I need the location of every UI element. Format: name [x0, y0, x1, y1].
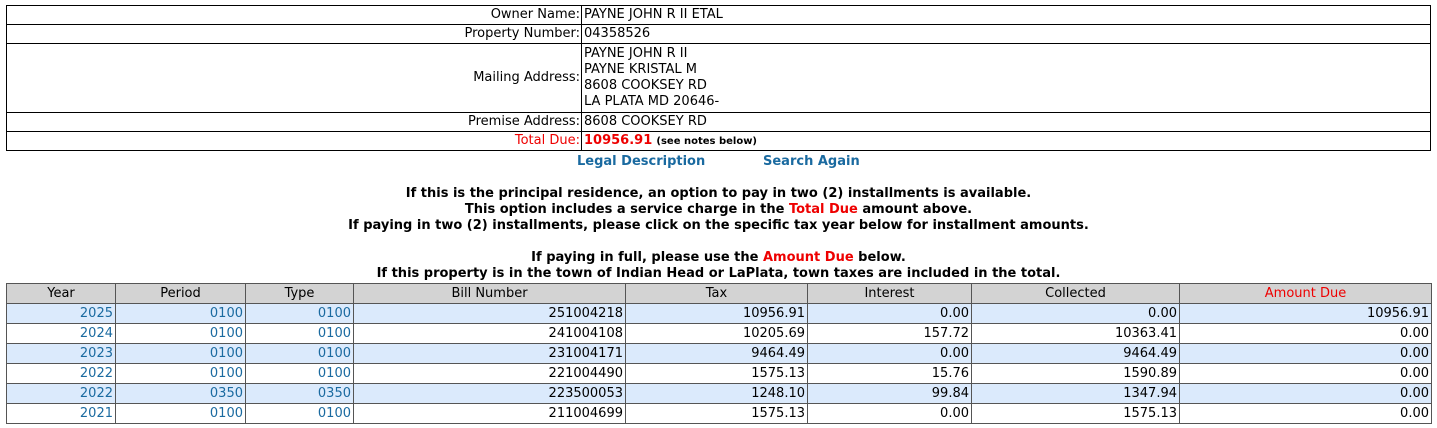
col-header-tax: Tax [626, 284, 808, 304]
notice-text: amount above. [857, 202, 973, 217]
period-link[interactable]: 0100 [209, 326, 243, 341]
collected-cell: 1590.89 [972, 364, 1180, 384]
table-row [7, 384, 1432, 404]
type-cell [246, 304, 354, 324]
interest-cell: 0.00 [808, 404, 972, 424]
mailing-address-label: Mailing Address: [7, 44, 582, 113]
premise-address-value: 8608 COOKSEY RD [582, 113, 1431, 132]
col-header-collected: Collected [972, 284, 1180, 304]
type-link[interactable]: 0100 [317, 306, 351, 321]
period-link[interactable]: 0100 [209, 366, 243, 381]
notice-text: If paying in full, please use the [531, 250, 763, 265]
premise-address-label: Premise Address: [7, 113, 582, 132]
period-link[interactable]: 0100 [209, 306, 243, 321]
owner-value: PAYNE JOHN R II ETAL [582, 6, 1431, 25]
tax-cell: 10956.91 [626, 304, 808, 324]
owner-row [7, 6, 1431, 25]
property-info-table [6, 5, 1431, 151]
type-link[interactable]: 0100 [317, 326, 351, 341]
type-cell [246, 384, 354, 404]
notice-text: below. [853, 250, 906, 265]
col-header-interest: Interest [808, 284, 972, 304]
table-row [7, 304, 1432, 324]
bill-number-cell: 223500053 [354, 384, 626, 404]
table-row [7, 404, 1432, 424]
bill-number-cell: 241004108 [354, 324, 626, 344]
year-cell [7, 364, 116, 384]
amount-due-highlight: Amount Due [763, 250, 854, 265]
interest-cell: 0.00 [808, 344, 972, 364]
amount-due-cell: 0.00 [1180, 404, 1432, 424]
table-row [7, 324, 1432, 344]
bill-number-cell: 211004699 [354, 404, 626, 424]
type-cell [246, 364, 354, 384]
property-number-value: 04358526 [582, 25, 1431, 44]
mailing-address-value [582, 44, 1431, 113]
year-link[interactable]: 2023 [79, 346, 113, 361]
year-cell [7, 384, 116, 404]
bill-number-cell: 221004490 [354, 364, 626, 384]
period-link[interactable]: 0100 [209, 406, 243, 421]
col-header-bill-number: Bill Number [354, 284, 626, 304]
action-links [0, 154, 1437, 172]
tax-cell: 1575.13 [626, 364, 808, 384]
type-cell [246, 404, 354, 424]
period-link[interactable]: 0100 [209, 346, 243, 361]
table-row [7, 344, 1432, 364]
period-cell [116, 304, 246, 324]
notice-line-5: If this property is in the town of Indian Head or LaPlata, town taxes are included in the total. [376, 266, 1061, 281]
interest-cell: 0.00 [808, 304, 972, 324]
mailing-line: LA PLATA MD 20646- [584, 94, 720, 109]
search-again-link[interactable]: Search Again [763, 154, 860, 169]
col-header-year: Year [7, 284, 116, 304]
mailing-line: 8608 COOKSEY RD [584, 78, 707, 93]
collected-cell: 1575.13 [972, 404, 1180, 424]
year-link[interactable]: 2022 [79, 386, 113, 401]
total-due-value-cell [582, 132, 1431, 151]
type-link[interactable]: 0100 [317, 346, 351, 361]
tax-cell: 1575.13 [626, 404, 808, 424]
year-link[interactable]: 2022 [79, 366, 113, 381]
table-header-row [7, 284, 1432, 304]
type-link[interactable]: 0100 [317, 406, 351, 421]
type-cell [246, 344, 354, 364]
premise-address-row [7, 113, 1431, 132]
mailing-line: PAYNE KRISTAL M [584, 62, 697, 77]
collected-cell: 9464.49 [972, 344, 1180, 364]
amount-due-cell: 0.00 [1180, 344, 1432, 364]
installment-notice [0, 186, 1437, 234]
total-due-note: (see notes below) [656, 135, 758, 147]
interest-cell: 15.76 [808, 364, 972, 384]
total-due-highlight: Total Due [788, 202, 858, 217]
collected-cell: 0.00 [972, 304, 1180, 324]
year-link[interactable]: 2024 [79, 326, 113, 341]
col-header-period: Period [116, 284, 246, 304]
table-row [7, 364, 1432, 384]
year-cell [7, 344, 116, 364]
amount-due-cell: 0.00 [1180, 364, 1432, 384]
type-cell [246, 324, 354, 344]
collected-cell: 1347.94 [972, 384, 1180, 404]
year-cell [7, 324, 116, 344]
mailing-address-row [7, 44, 1431, 113]
notice-line-2 [0, 202, 1437, 218]
tax-cell: 10205.69 [626, 324, 808, 344]
owner-label: Owner Name: [7, 6, 582, 25]
year-link[interactable]: 2025 [79, 306, 113, 321]
type-link[interactable]: 0350 [317, 386, 351, 401]
year-cell [7, 404, 116, 424]
mailing-line: PAYNE JOHN R II [584, 46, 688, 61]
tax-cell: 1248.10 [626, 384, 808, 404]
total-due-label: Total Due: [7, 132, 582, 151]
amount-due-cell: 0.00 [1180, 384, 1432, 404]
notice-line-4 [0, 250, 1437, 266]
notice-line-3: If paying in two (2) installments, please click on the specific tax year below for installment amounts. [348, 218, 1089, 233]
period-cell [116, 324, 246, 344]
collected-cell: 10363.41 [972, 324, 1180, 344]
tax-cell: 9464.49 [626, 344, 808, 364]
full-payment-notice [0, 250, 1437, 282]
interest-cell: 157.72 [808, 324, 972, 344]
property-number-label: Property Number: [7, 25, 582, 44]
col-header-type: Type [246, 284, 354, 304]
notice-text: This option includes a service charge in the [464, 202, 789, 217]
notice-line-1: If this is the principal residence, an option to pay in two (2) installments is available. [405, 186, 1032, 201]
total-due-row [7, 132, 1431, 151]
legal-description-link[interactable]: Legal Description [577, 154, 706, 169]
amount-due-cell: 0.00 [1180, 324, 1432, 344]
period-cell [116, 344, 246, 364]
period-cell [116, 364, 246, 384]
type-link[interactable]: 0100 [317, 366, 351, 381]
period-cell [116, 404, 246, 424]
period-cell [116, 384, 246, 404]
bill-number-cell: 231004171 [354, 344, 626, 364]
interest-cell: 99.84 [808, 384, 972, 404]
col-header-amount-due: Amount Due [1180, 284, 1432, 304]
amount-due-cell: 10956.91 [1180, 304, 1432, 324]
period-link[interactable]: 0350 [209, 386, 243, 401]
property-number-row [7, 25, 1431, 44]
bill-number-cell: 251004218 [354, 304, 626, 324]
total-due-amount: 10956.91 [584, 132, 653, 148]
year-link[interactable]: 2021 [79, 406, 113, 421]
tax-bills-table [6, 283, 1432, 424]
year-cell [7, 304, 116, 324]
